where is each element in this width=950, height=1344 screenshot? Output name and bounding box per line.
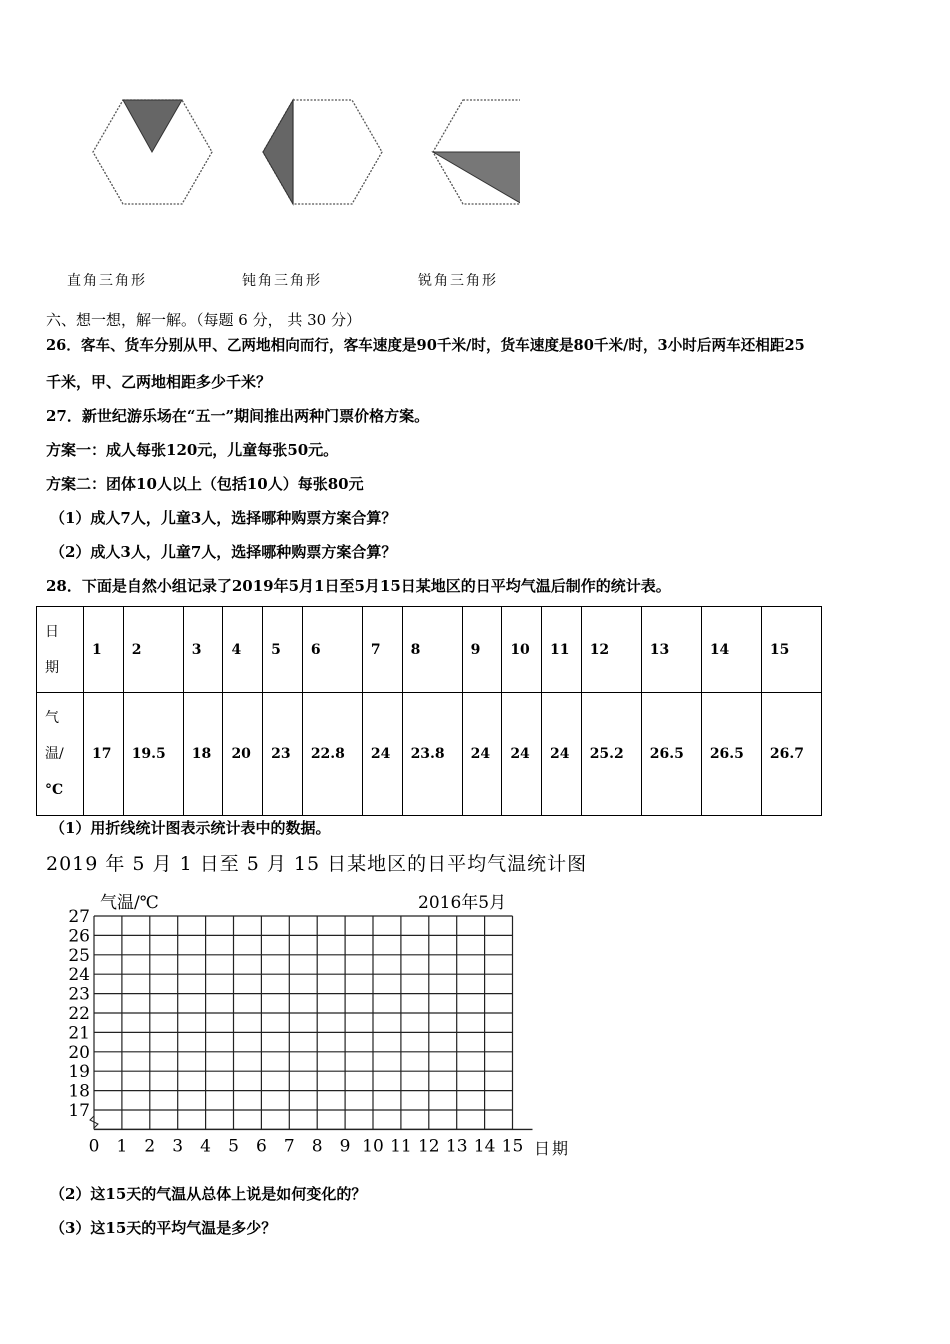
caption-right-triangle: 直角三角形 xyxy=(67,273,147,289)
day-cell: 8 xyxy=(402,607,462,693)
temp-cell: 23.8 xyxy=(402,693,462,816)
table-row-temps xyxy=(37,693,822,816)
day-cell: 5 xyxy=(263,607,303,693)
acute-triangle-shade xyxy=(433,152,520,204)
obtuse-triangle-shade xyxy=(263,100,293,204)
x-tick-label: 6 xyxy=(255,1136,267,1157)
x-tick-label: 3 xyxy=(172,1136,184,1157)
q27-plan2: 方案二：团体10人以上（包括10人）每张80元 xyxy=(46,475,364,493)
day-cell: 1 xyxy=(84,607,124,693)
chart-ylabel: 气温/℃ xyxy=(100,893,159,913)
q27-sub2: （2）成人3人，儿童7人，选择哪种购票方案合算？ xyxy=(50,543,397,561)
day-cell: 6 xyxy=(302,607,362,693)
q27-sub1: （1）成人7人，儿童3人，选择哪种购票方案合算？ xyxy=(50,509,397,527)
x-tick-label: 10 xyxy=(362,1136,384,1157)
y-tick-label: 26 xyxy=(68,926,90,947)
chart-corner-label: 2016年5月 xyxy=(418,893,507,913)
y-tick-label: 19 xyxy=(68,1062,90,1083)
x-tick-label: 7 xyxy=(283,1136,295,1157)
y-tick-label: 21 xyxy=(68,1023,90,1044)
q27-intro: 27．新世纪游乐场在“五一”期间推出两种门票价格方案。 xyxy=(46,407,430,425)
x-tick-label: 1 xyxy=(116,1136,128,1157)
y-tick-label: 18 xyxy=(68,1081,90,1102)
temp-cell: 18 xyxy=(183,693,223,816)
temp-cell: 25.2 xyxy=(581,693,641,816)
y-tick-label: 23 xyxy=(68,984,90,1005)
x-tick-label: 4 xyxy=(200,1136,212,1157)
y-tick-label: 17 xyxy=(68,1101,90,1121)
q28-sub1: （1）用折线统计图表示统计表中的数据。 xyxy=(50,819,331,837)
table-row-days xyxy=(37,607,822,693)
row-header-temp: 气 温/ °C xyxy=(37,693,84,816)
q26-line2: 千米，甲、乙两地相距多少千米？ xyxy=(46,373,272,391)
day-cell: 9 xyxy=(462,607,502,693)
day-cell: 10 xyxy=(502,607,542,693)
day-cell: 12 xyxy=(581,607,641,693)
chart-title: 2019 年 5 月 1 日至 5 月 15 日某地区的日平均气温统计图 xyxy=(46,853,588,875)
caption-obtuse-triangle: 钝角三角形 xyxy=(242,273,322,289)
y-tick-label: 20 xyxy=(68,1042,90,1063)
q28-intro: 28．下面是自然小组记录了2019年5月1日至5月15日某地区的日平均气温后制作的统计表。 xyxy=(46,577,671,595)
day-cell: 13 xyxy=(641,607,701,693)
hexagon-figures xyxy=(40,92,520,212)
x-tick-label: 14 xyxy=(473,1136,496,1157)
q28-sub3: （3）这15天的平均气温是多少？ xyxy=(50,1219,277,1237)
temp-cell: 24 xyxy=(362,693,402,816)
y-tick-label: 25 xyxy=(68,945,90,966)
temp-cell: 23 xyxy=(263,693,303,816)
x-tick-label: 0 xyxy=(88,1136,100,1157)
q26-line1: 26．客车、货车分别从甲、乙两地相向而行，客车速度是90千米/时，货车速度是80千米/时，3小时后两车还相距25 xyxy=(46,337,805,354)
x-tick-label: 9 xyxy=(339,1136,351,1157)
temp-cell: 22.8 xyxy=(302,693,362,816)
x-tick-label: 13 xyxy=(445,1136,468,1157)
day-cell: 11 xyxy=(542,607,582,693)
x-tick-label: 11 xyxy=(390,1136,412,1157)
day-cell: 7 xyxy=(362,607,402,693)
temp-cell: 26.5 xyxy=(701,693,761,816)
y-tick-label: 24 xyxy=(68,965,90,986)
caption-acute-triangle: 锐角三角形 xyxy=(418,273,498,289)
temperature-table xyxy=(36,606,822,816)
temp-cell: 17 xyxy=(84,693,124,816)
temp-cell: 26.7 xyxy=(761,693,821,816)
temp-cell: 26.5 xyxy=(641,693,701,816)
y-tick-label: 27 xyxy=(68,907,90,927)
y-tick-label: 22 xyxy=(68,1004,90,1024)
day-cell: 14 xyxy=(701,607,761,693)
temp-cell: 24 xyxy=(502,693,542,816)
day-cell: 2 xyxy=(123,607,183,693)
q28-sub2: （2）这15天的气温从总体上说是如何变化的？ xyxy=(50,1185,367,1203)
x-tick-label: 12 xyxy=(417,1136,440,1157)
x-tick-label: 2 xyxy=(144,1136,156,1157)
q27-plan1: 方案一：成人每张120元，儿童每张50元。 xyxy=(46,441,339,459)
temp-cell: 24 xyxy=(542,693,582,816)
temp-cell: 19.5 xyxy=(123,693,183,816)
day-cell: 3 xyxy=(183,607,223,693)
day-cell: 4 xyxy=(223,607,263,693)
section-heading: 六、想一想，解一解。（每题 6 分， 共 30 分） xyxy=(46,311,361,329)
row-header-date: 日 期 xyxy=(37,607,84,693)
temp-cell: 24 xyxy=(462,693,502,816)
chart-xlabel: 日期 xyxy=(534,1139,571,1158)
right-triangle-shade xyxy=(123,100,182,152)
temp-cell: 20 xyxy=(223,693,263,816)
x-tick-label: 5 xyxy=(228,1136,239,1157)
x-tick-label: 8 xyxy=(311,1136,323,1157)
day-cell: 15 xyxy=(761,607,821,693)
temperature-line-chart-grid xyxy=(40,880,600,1170)
x-tick-label: 15 xyxy=(501,1136,524,1157)
